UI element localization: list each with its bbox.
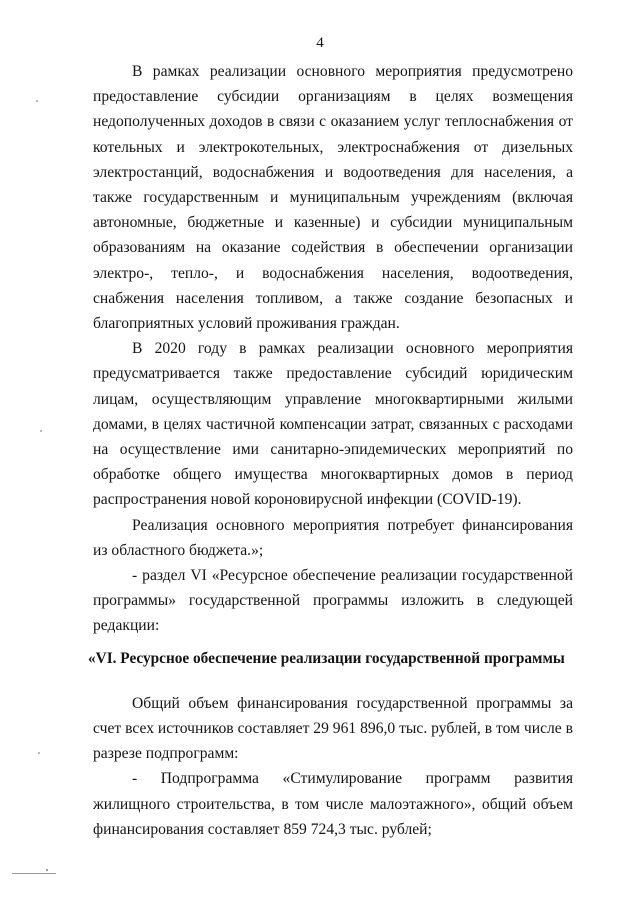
scan-mark-left-2: [40, 430, 42, 432]
section-heading: «VI. Ресурсное обеспечение реализации государственной программы: [88, 649, 565, 667]
scan-mark-bottom-dot: [46, 869, 48, 871]
paragraph-subprogram-housing: - Подпрограмма «Стимулирование программ развития жилищного строительства, в том числе малоэтажного», общий объем финансирования составляет 859 724,3 тыс. рублей;: [93, 770, 573, 838]
document-body: [88, 59, 573, 842]
scan-mark-bottom-line: [12, 873, 56, 874]
scan-mark-left-3: [38, 752, 40, 754]
paragraph-financing-source: Реализация основного мероприятия потребует финансирования из областного бюджета.»;: [93, 516, 573, 559]
paragraph-total-financing: Общий объем финансирования государственной программы за счет всех источников составляет 29 961 896,0 тыс. рублей, в том числе в разрезе подпрограмм:: [93, 694, 573, 763]
page-number: 4: [316, 35, 324, 51]
paragraph-covid-subsidy: В 2020 году в рамках реализации основного мероприятия предусматривается также предоставление субсидий юридическим лицам, осуществляющим управление многоквартирными жилыми домами, в целях частичной компенсации затрат, связанных с расходами на осуществление ими санитарно-эпидемических мероприятий по обработке общего имущества многоквартирных домов в период распространения новой короновирусной инфекции (COVID-19).: [93, 340, 573, 509]
paragraph-section-amendment: - раздел VI «Ресурсное обеспечение реализации государственной программы» государственной программы изложить в следующей редакции:: [93, 567, 573, 635]
scan-mark-left-1: [36, 100, 38, 102]
paragraph-subsidy-provision: В рамках реализации основного мероприятия предусмотрено предоставление субсидии организациям в целях возмещения недополученных доходов в связи с оказанием услуг теплоснабжения от котельных и электрокотельных, электроснабжения от дизельных электростанций, водоснабжения и водоотведения для населения, а также государственным и муниципальным учреждениям (включая автономные, бюджетные и казенные) и субсидии муниципальным образованиям на оказание содействия в обеспечении организации электро-, тепло-, и водоснабжения населения, водоотведения, снабжения населения топливом, а также создание безопасных и благоприятных условий проживания граждан.: [93, 63, 573, 333]
